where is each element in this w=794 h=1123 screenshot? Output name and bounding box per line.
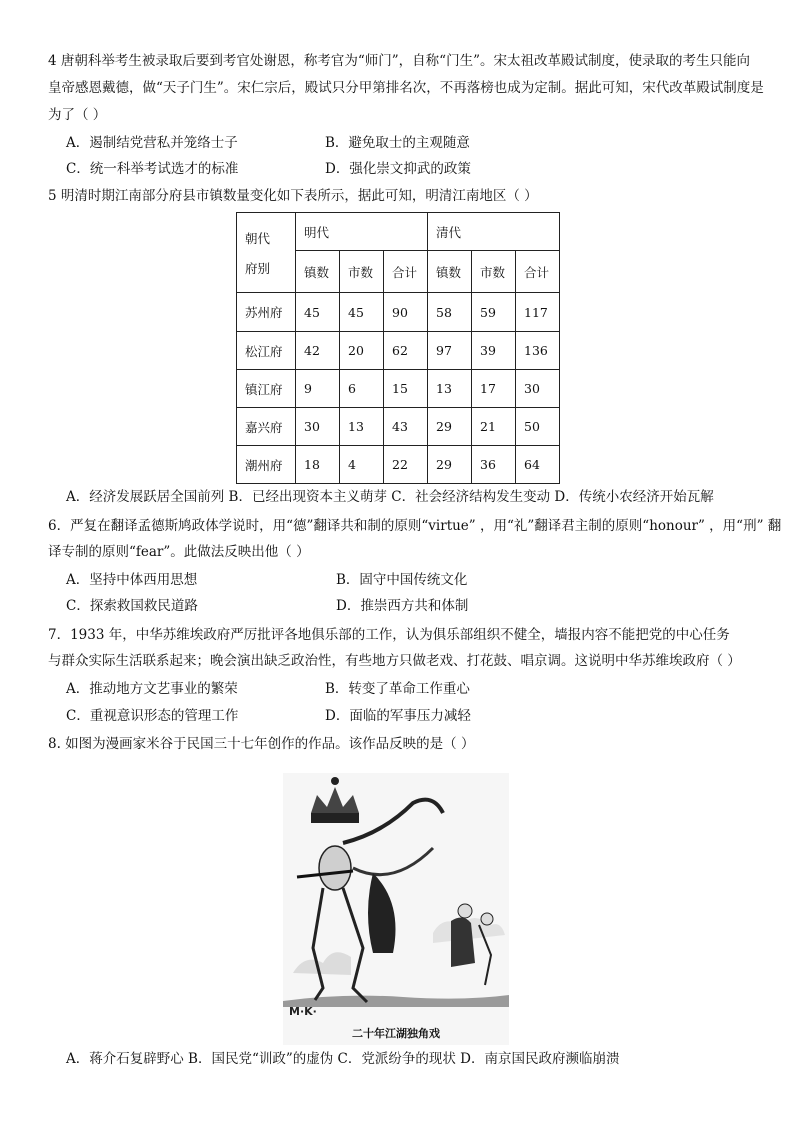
q7-option-c[interactable]: C．重视意识形态的管理工作 xyxy=(66,708,239,724)
q7-stem-line-1: 7．1933 年，中华苏维埃政府严厉批评各地俱乐部的工作，认为俱乐部组织不健全，墙报内容不能把党的中心任务 xyxy=(48,627,730,643)
q6-option-b[interactable]: B．固守中国传统文化 xyxy=(336,572,468,588)
q5-options[interactable]: A．经济发展跃居全国前列 B．已经出现资本主义萌芽 C．社会经济结构发生变动 D．传统小农经济开始瓦解 xyxy=(66,489,714,505)
political-cartoon-image xyxy=(283,773,509,1045)
table-corner-bottom: 府别 xyxy=(245,260,271,276)
table-row xyxy=(237,408,560,446)
q6-stem-line-1: 6．严复在翻译孟德斯鸠政体学说时，用“德”翻译共和制的原则“virtue” ，用“礼”翻译君主制的原则“honour” ，用“刑” 翻 xyxy=(48,518,782,534)
table-cell: 36 xyxy=(472,446,516,484)
q4-option-a[interactable]: A．遏制结党营私并笼络士子 xyxy=(66,135,238,151)
table-header-ming: 明代 xyxy=(296,213,428,251)
q4-stem-line-2: 皇帝感恩戴德，做“天子门生”。宋仁宗后，殿试只分甲第排名次，不再落榜也成为定制。据此可知，宋代改革殿试制度是 xyxy=(48,80,764,96)
table-cell: 43 xyxy=(384,408,428,446)
table-corner-cell xyxy=(237,213,296,293)
table-cell: 6 xyxy=(340,370,384,408)
table-cell: 59 xyxy=(472,293,516,332)
table-row-name: 镇江府 xyxy=(237,370,296,408)
q4-option-c[interactable]: C．统一科举考试选才的标准 xyxy=(66,161,239,177)
table-cell: 136 xyxy=(516,332,560,370)
table-cell: 117 xyxy=(516,293,560,332)
cartoon-caption: 二十年江湖独角戏 xyxy=(352,1027,440,1040)
table-cell: 15 xyxy=(384,370,428,408)
q4-option-d[interactable]: D．强化崇文抑武的政策 xyxy=(325,161,471,177)
table-subheader: 镇数 xyxy=(428,251,472,293)
table-cell: 97 xyxy=(428,332,472,370)
q4-option-b[interactable]: B．避免取士的主观随意 xyxy=(325,135,470,151)
cartoon-signature: M·K· xyxy=(289,1005,317,1018)
table-cell: 45 xyxy=(296,293,340,332)
q7-stem-line-2: 与群众实际生活联系起来；晚会演出缺乏政治性，有些地方只做老戏、打花鼓、唱京调。这说明中华苏维埃政府（ ） xyxy=(48,653,741,669)
table-subheader: 合计 xyxy=(384,251,428,293)
table-cell: 20 xyxy=(340,332,384,370)
q7-option-d[interactable]: D．面临的军事压力减轻 xyxy=(325,708,471,724)
q4-stem-line-1: 4 唐朝科举考生被录取后要到考官处谢恩，称考官为“师门”，自称“门生”。宋太祖改革殿试制度，使录取的考生只能向 xyxy=(48,53,750,69)
table-cell: 45 xyxy=(340,293,384,332)
table-cell: 30 xyxy=(296,408,340,446)
table-cell: 21 xyxy=(472,408,516,446)
table-cell: 58 xyxy=(428,293,472,332)
table-subheader: 市数 xyxy=(340,251,384,293)
table-cell: 42 xyxy=(296,332,340,370)
table-row xyxy=(237,446,560,484)
table-subheader: 合计 xyxy=(516,251,560,293)
table-cell: 39 xyxy=(472,332,516,370)
q6-option-a[interactable]: A．坚持中体西用思想 xyxy=(66,572,198,588)
table-cell: 30 xyxy=(516,370,560,408)
table-cell: 29 xyxy=(428,446,472,484)
table-cell: 4 xyxy=(340,446,384,484)
table-cell: 13 xyxy=(340,408,384,446)
table-cell: 9 xyxy=(296,370,340,408)
q6-stem-line-2: 译专制的原则“fear”。此做法反映出他（ ） xyxy=(48,544,310,560)
q7-option-b[interactable]: B．转变了革命工作重心 xyxy=(325,681,470,697)
table-row xyxy=(237,293,560,332)
q8-options[interactable]: A．蒋介石复辟野心 B．国民党“训政”的虚伪 C．党派纷争的现状 D．南京国民政府濒临崩溃 xyxy=(66,1051,620,1067)
table-cell: 90 xyxy=(384,293,428,332)
q6-option-c[interactable]: C．探索救国救民道路 xyxy=(66,598,198,614)
q7-option-a[interactable]: A．推动地方文艺事业的繁荣 xyxy=(66,681,238,697)
table-cell: 13 xyxy=(428,370,472,408)
q6-option-d[interactable]: D．推崇西方共和体制 xyxy=(336,598,469,614)
table-subheader: 镇数 xyxy=(296,251,340,293)
table-corner-top: 朝代 xyxy=(245,230,271,246)
table-row-name: 苏州府 xyxy=(237,293,296,332)
table-cell: 62 xyxy=(384,332,428,370)
town-count-table xyxy=(236,212,560,484)
table-row xyxy=(237,332,560,370)
table-cell: 50 xyxy=(516,408,560,446)
q8-stem: 8. 如图为漫画家米谷于民国三十七年创作的作品。该作品反映的是（ ） xyxy=(48,736,475,752)
table-cell: 64 xyxy=(516,446,560,484)
table-subheader: 市数 xyxy=(472,251,516,293)
table-cell: 29 xyxy=(428,408,472,446)
table-cell: 17 xyxy=(472,370,516,408)
table-cell: 18 xyxy=(296,446,340,484)
table-row-name: 松江府 xyxy=(237,332,296,370)
table-row-name: 嘉兴府 xyxy=(237,408,296,446)
q4-stem-line-3: 为了（ ） xyxy=(48,107,107,123)
table-header-qing: 清代 xyxy=(428,213,560,251)
q5-stem: 5 明清时期江南部分府县市镇数量变化如下表所示，据此可知，明清江南地区（ ） xyxy=(48,188,538,204)
table-row xyxy=(237,370,560,408)
table-cell: 22 xyxy=(384,446,428,484)
table-row-name: 潮州府 xyxy=(237,446,296,484)
